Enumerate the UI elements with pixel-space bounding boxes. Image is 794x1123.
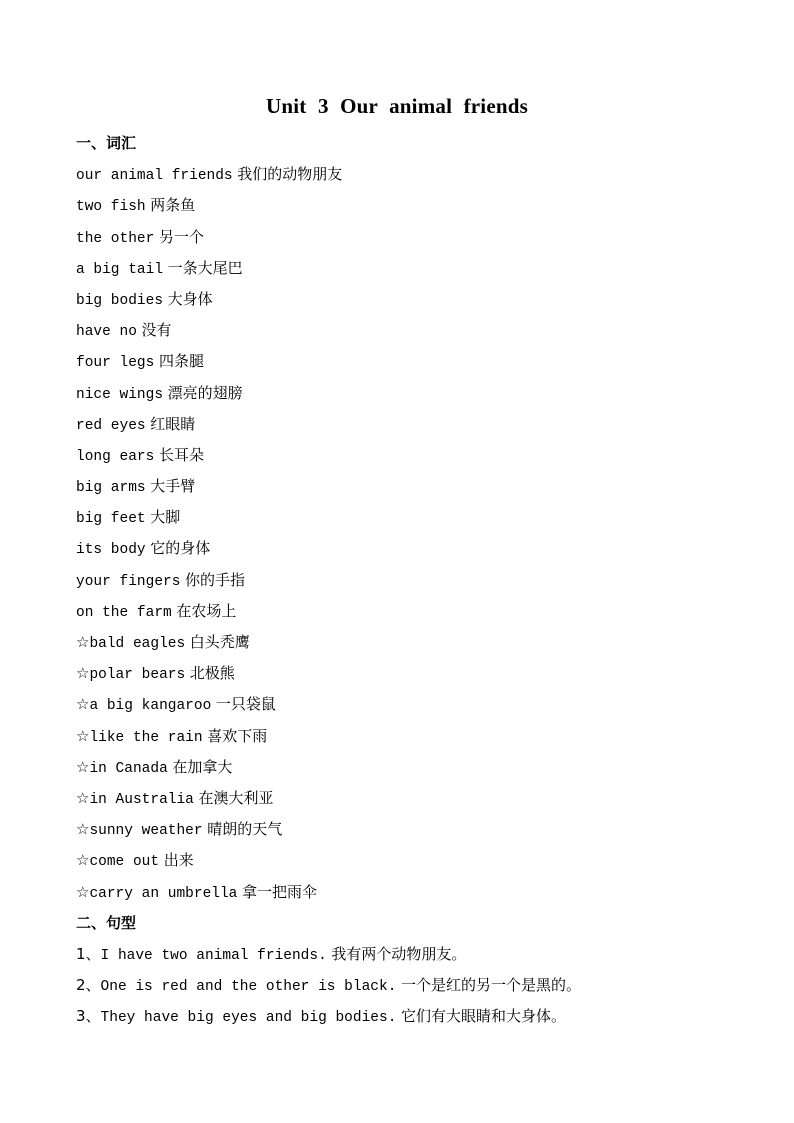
section-heading-vocabulary: 一、词汇 <box>76 134 137 152</box>
vocabulary-chinese: 大手臂 <box>150 477 196 496</box>
vocabulary-english: on the farm <box>76 604 172 621</box>
vocabulary-item <box>76 284 756 315</box>
vocabulary-english: sunny weather <box>89 823 203 840</box>
vocabulary-english: bald eagles <box>89 636 186 652</box>
vocabulary-chinese: 大身体 <box>167 289 213 308</box>
vocabulary-english: long ears <box>76 448 155 465</box>
sentence-number: 3、 <box>76 1007 101 1026</box>
vocabulary-item <box>76 409 756 440</box>
section-heading-sentences: 二、句型 <box>76 913 137 932</box>
vocabulary-chinese: 拿一把雨伞 <box>242 882 318 901</box>
vocabulary-item <box>76 627 756 658</box>
sentence-list <box>76 939 756 1033</box>
vocabulary-chinese: 晴朗的天气 <box>207 820 283 839</box>
vocabulary-english: the other <box>76 230 155 247</box>
vocabulary-chinese: 白头秃鹰 <box>189 633 250 651</box>
sentence-chinese: 它们有大眼睛和大身体。 <box>401 1007 567 1026</box>
vocabulary-item <box>76 502 756 533</box>
vocabulary-chinese: 我们的动物朋友 <box>237 165 343 184</box>
vocabulary-item <box>76 721 756 752</box>
vocabulary-english: have no <box>76 324 137 341</box>
vocabulary-english: a big tail <box>76 261 164 278</box>
sentence-item <box>76 939 756 970</box>
vocabulary-chinese: 在加拿大 <box>172 757 233 776</box>
vocabulary-chinese: 红眼睛 <box>150 414 196 433</box>
vocabulary-item <box>76 752 756 783</box>
vocabulary-english: like the rain <box>89 729 203 746</box>
sentence-english: One is red and the other is black. <box>100 979 397 996</box>
vocabulary-item <box>76 783 756 814</box>
star-icon: ☆ <box>76 851 90 870</box>
sentence-chinese: 一个是红的另一个是黑的。 <box>401 976 582 995</box>
vocabulary-item <box>76 658 756 689</box>
vocabulary-item <box>76 440 756 471</box>
star-icon: ☆ <box>76 726 90 745</box>
page-title: Unit 3 Our animal friends <box>266 94 528 118</box>
vocabulary-english: four legs <box>76 355 155 372</box>
vocabulary-list <box>76 159 756 908</box>
vocabulary-chinese: 四条腿 <box>158 352 204 371</box>
star-icon: ☆ <box>76 788 90 807</box>
star-icon: ☆ <box>76 695 90 714</box>
vocabulary-item <box>76 346 756 377</box>
star-icon: ☆ <box>76 820 90 839</box>
vocabulary-english: big arms <box>76 480 146 497</box>
star-icon: ☆ <box>76 882 90 901</box>
sentence-item <box>76 1001 756 1032</box>
vocabulary-english: two fish <box>76 199 146 216</box>
document-body <box>76 128 756 1032</box>
vocabulary-chinese: 它的身体 <box>150 539 211 558</box>
vocabulary-chinese: 在澳大利亚 <box>198 788 274 807</box>
vocabulary-item <box>76 814 756 845</box>
vocabulary-english: your fingers <box>76 573 181 590</box>
vocabulary-chinese: 北极熊 <box>189 664 235 683</box>
vocabulary-chinese: 没有 <box>141 321 172 340</box>
vocabulary-english: come out <box>89 854 160 871</box>
vocabulary-item <box>76 845 756 876</box>
vocabulary-english: red eyes <box>76 417 146 434</box>
vocabulary-english: our animal friends <box>76 168 233 185</box>
vocabulary-english: carry an umbrella <box>89 885 238 902</box>
vocabulary-item <box>76 877 756 908</box>
vocabulary-chinese: 一只袋鼠 <box>215 695 276 714</box>
vocabulary-item <box>76 253 756 284</box>
vocabulary-chinese: 你的手指 <box>185 570 246 589</box>
sentence-number: 2、 <box>76 976 101 995</box>
vocabulary-english: big bodies <box>76 292 164 309</box>
vocabulary-item <box>76 378 756 409</box>
vocabulary-item <box>76 533 756 564</box>
vocabulary-english: its body <box>76 542 146 559</box>
sentence-english: They have big eyes and big bodies. <box>100 1010 397 1027</box>
sentence-english: I have two animal friends. <box>100 947 327 964</box>
vocabulary-chinese: 在农场上 <box>176 601 237 620</box>
vocabulary-english: polar bears <box>89 667 186 684</box>
star-icon: ☆ <box>76 633 90 651</box>
sentence-number: 1、 <box>76 944 101 963</box>
vocabulary-chinese: 长耳朵 <box>158 445 204 464</box>
vocabulary-item <box>76 315 756 346</box>
sentence-chinese: 我有两个动物朋友。 <box>331 944 467 963</box>
vocabulary-english: big feet <box>76 511 146 528</box>
vocabulary-english: in Australia <box>89 791 194 808</box>
vocabulary-item <box>76 190 756 221</box>
vocabulary-chinese: 出来 <box>163 851 194 870</box>
star-icon: ☆ <box>76 664 90 683</box>
vocabulary-chinese: 喜欢下雨 <box>207 726 268 745</box>
vocabulary-chinese: 一条大尾巴 <box>167 258 243 277</box>
vocabulary-english: a big kangaroo <box>89 698 212 715</box>
vocabulary-english: in Canada <box>89 760 168 777</box>
vocabulary-chinese: 两条鱼 <box>150 196 196 215</box>
vocabulary-item <box>76 471 756 502</box>
vocabulary-item <box>76 222 756 253</box>
vocabulary-item <box>76 159 756 190</box>
vocabulary-item <box>76 565 756 596</box>
vocabulary-item <box>76 689 756 720</box>
vocabulary-chinese: 大脚 <box>150 508 181 527</box>
vocabulary-chinese: 漂亮的翅膀 <box>167 383 243 402</box>
vocabulary-chinese: 另一个 <box>158 227 204 246</box>
vocabulary-item <box>76 596 756 627</box>
vocabulary-english: nice wings <box>76 386 164 403</box>
star-icon: ☆ <box>76 757 90 776</box>
sentence-item <box>76 970 756 1001</box>
